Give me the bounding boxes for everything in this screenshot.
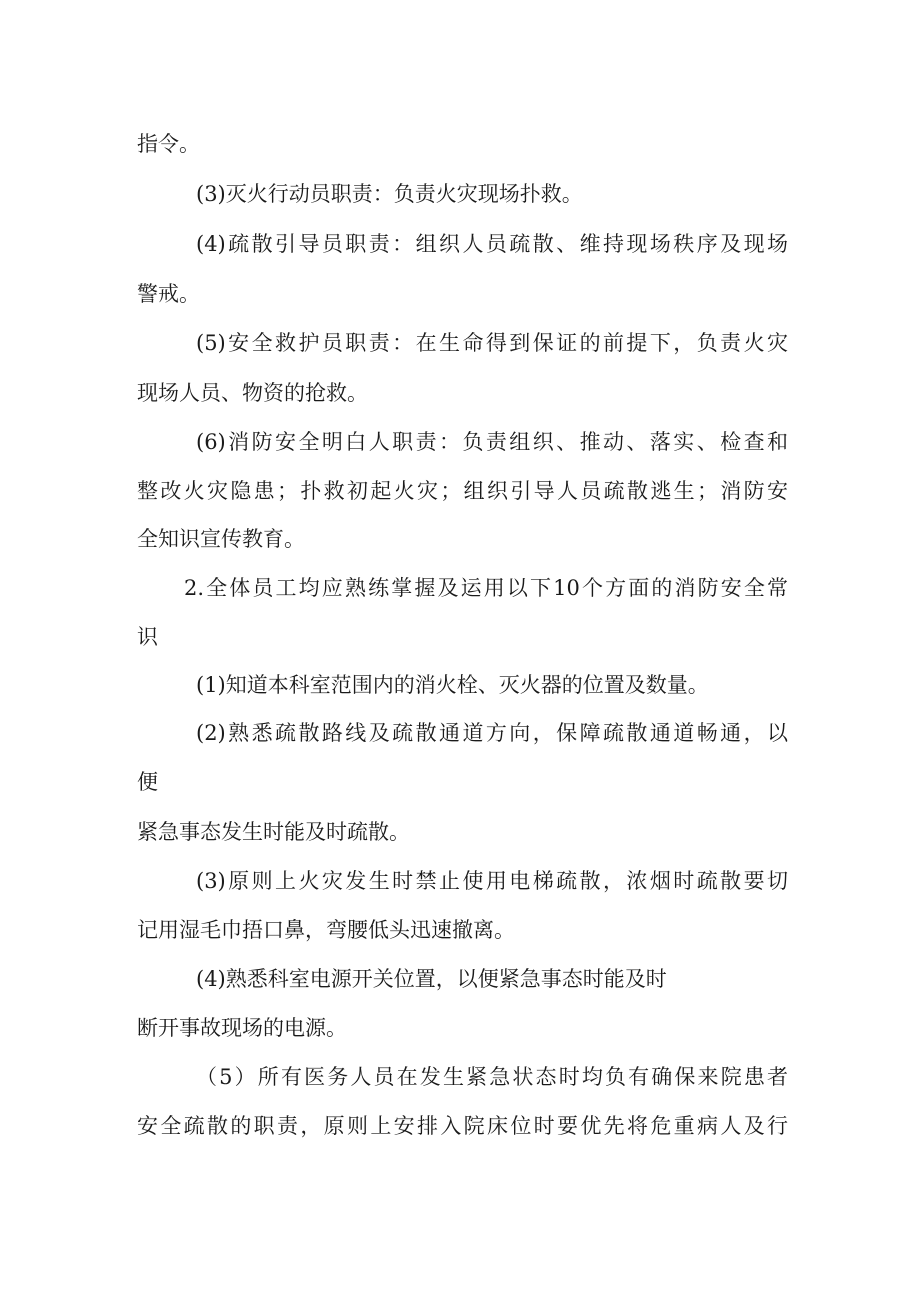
paragraph-line: 现场人员、物资的抢救。 — [137, 381, 368, 405]
paragraph-line: 2.全体员工均应熟练掌握及运用以下10个方面的消防安全常 — [184, 576, 788, 600]
paragraph-line: 便 — [137, 770, 158, 794]
paragraph-line: (3)灭火行动员职责：负责火灾现场扑救。 — [196, 182, 583, 206]
paragraph-line: 记用湿毛巾捂口鼻，弯腰低头迅速撤离。 — [137, 918, 515, 942]
paragraph-line: (4)熟悉科室电源开关位置，以便紧急事态时能及时 — [196, 967, 667, 991]
paragraph-line: 紧急事态发生时能及时疏散。 — [137, 820, 410, 844]
paragraph-line: 识 — [137, 625, 158, 649]
paragraph-line: (1)知道本科室范围内的消火栓、灭火器的位置及数量。 — [196, 673, 709, 697]
paragraph-line: (3)原则上火灾发生时禁止使用电梯疏散，浓烟时疏散要切 — [196, 869, 788, 893]
paragraph-line: (4)疏散引导员职责：组织人员疏散、维持现场秩序及现场 — [196, 232, 788, 256]
paragraph-line: (5)安全救护员职责：在生命得到保证的前提下，负责火灾 — [196, 331, 788, 355]
paragraph-line: 断开事故现场的电源。 — [137, 1016, 347, 1040]
paragraph-line: 警戒。 — [137, 282, 200, 306]
paragraph-line: （5）所有医务人员在发生紧急状态时均负有确保来院患者 — [196, 1065, 788, 1089]
paragraph-line: 安全疏散的职责，原则上安排入院床位时要优先将危重病人及行 — [137, 1114, 788, 1138]
paragraph-line: (2)熟悉疏散路线及疏散通道方向，保障疏散通道畅通，以 — [196, 721, 788, 745]
paragraph-line: 指令。 — [137, 132, 200, 156]
paragraph-line: 全知识宣传教育。 — [137, 527, 305, 551]
paragraph-line: (6)消防安全明白人职责：负责组织、推动、落实、检查和 — [196, 430, 788, 454]
paragraph-line: 整改火灾隐患；扑救初起火灾；组织引导人员疏散逃生；消防安 — [137, 479, 788, 503]
